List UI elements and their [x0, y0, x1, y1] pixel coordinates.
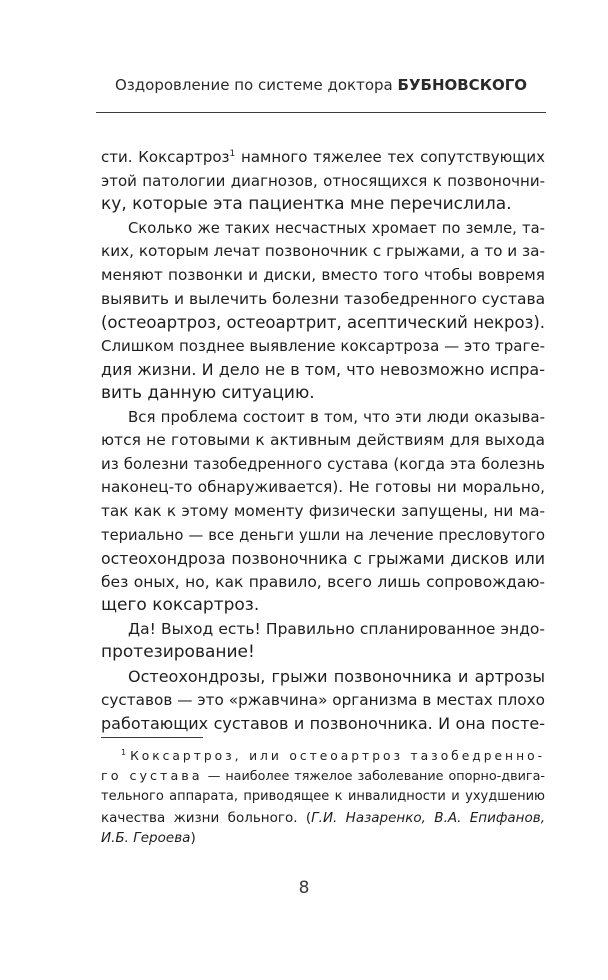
text-line: наконец-то обнаруживается). Не готовы ни морально,: [101, 478, 545, 497]
footnote-authors: И.Б. Героева: [101, 830, 191, 846]
footnote-line: го сустава — наиболее тяжелое заболевание опорно-двига-: [101, 768, 545, 784]
running-head: [96, 76, 546, 94]
text-line: (остеоартроз, остеоартрит, асептический некроз).: [101, 313, 546, 333]
text-line: териально — все деньги ушли на лечение пресловутого: [101, 526, 545, 544]
running-head-author: БУБНОВСКОГО: [397, 76, 528, 94]
footnote-authors: Г.И. Назаренко, В.А. Епифанов,: [311, 809, 546, 826]
footnote-line: качества жизни больного. (Г.И. Назаренко, В.А. Епифанов,: [101, 809, 546, 826]
text-line: Вся проблема состоит в том, что эти люди оказыва-: [128, 407, 545, 426]
header-rule: [96, 112, 546, 113]
text-line: сти. Коксартроз$^1$ намного тяжелее тех сопутствующих: [101, 148, 546, 166]
footnote-line: [101, 746, 545, 767]
text-line: без оных, но, как правило, всего лишь сопровождаю-: [101, 572, 545, 591]
text-line: щего коксартроз.: [101, 595, 260, 616]
text-line: остеохондроза позвоночника с грыжами дисков или: [101, 549, 545, 569]
text-line: так как к этому моменту физически запущены, ни ма-: [101, 501, 545, 520]
footnote-reference[interactable]: 1: [229, 149, 236, 159]
footnote-number: 1: [121, 747, 127, 757]
text-line: Сколько же таких несчастных хромает по земле, та-: [128, 219, 545, 237]
text-line: ются не готовыми к активным действиям для выхода: [101, 431, 545, 450]
text-line: дия жизни. И дело не в том, что невозможно испра-: [101, 360, 545, 380]
text-line: Слишком позднее выявление коксартроза — это траге-: [101, 336, 545, 355]
text-line: Да! Выход есть! Правильно спланированное эндо-: [128, 619, 545, 638]
body-text: [101, 146, 545, 736]
footnote-rule: [101, 737, 203, 738]
text-line: протезирование!: [101, 642, 255, 663]
footnote: [101, 746, 545, 849]
text-line: вить данную ситуацию.: [101, 382, 315, 403]
running-head-title: Оздоровление по системе доктора: [114, 76, 398, 94]
footnote-term: го сустава: [101, 768, 203, 784]
text-line: этой патологии диагнозов, относящихся к позвоночни-: [101, 171, 545, 190]
text-line: меняют позвонки и диски, вместо того чтобы вовремя: [101, 265, 545, 284]
text-line: ких, которым лечат позвоночник с грыжами, а то и за-: [101, 242, 545, 261]
page-number: 8: [298, 878, 310, 898]
footnote-term: Коксартроз, или остеоартроз тазобедренно-: [130, 749, 545, 763]
text-line: из болезни тазобедренного сустава (когда эта болезнь: [101, 454, 545, 473]
text-line: выявить и вылечить болезни тазобедренного сустава: [101, 289, 546, 308]
text-line: ку, которые эта пациентка мне перечислила.: [101, 194, 512, 215]
text-line: Остеохондрозы, грыжи позвоночника и артрозы: [128, 667, 545, 687]
text-line: суставов — это «ржавчина» организма в местах плохо: [101, 690, 545, 709]
footnote-line: тельного аппарата, приводящее к инвалидности и ухудшению: [101, 789, 545, 804]
text-line: работающих суставов и позвоночника. И она посте-: [101, 714, 545, 734]
footnote-line: И.Б. Героева): [101, 830, 196, 846]
